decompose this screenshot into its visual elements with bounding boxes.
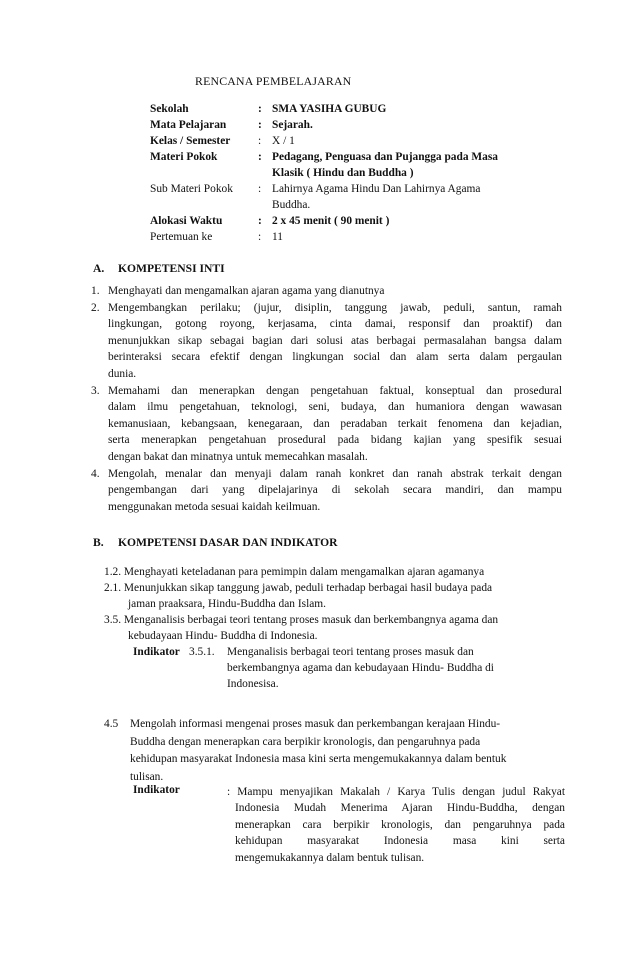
list-item: [92, 383, 562, 466]
item-line: Mengembangkan perilaku; (jujur, disiplin, tanggung jawab, peduli, santun, ramah: [108, 301, 562, 314]
indikator-line: kehidupan masyarakat Indonesia masa kini serta: [235, 835, 565, 848]
info-row-pertemuan: [150, 229, 590, 245]
item-line: dunia.: [108, 367, 137, 380]
info-value: SMA YASIHA GUBUG: [272, 103, 387, 115]
info-value: Pedagang, Penguasa dan Pujangga pada Masa: [272, 151, 498, 163]
info-row-sub-materi-cont: [150, 197, 590, 213]
item-line: dalam ilmu pengetahuan, teknologi, seni, budaya, dan humaniora dengan wawasan: [108, 401, 562, 414]
item-number: 2.: [91, 301, 100, 314]
list-item: [92, 300, 562, 383]
info-row-materi-pokok-cont: [150, 165, 590, 181]
info-label: Sekolah: [150, 103, 189, 115]
indikator-line: berkembangnya agama dan kebudayaan Hindu- Buddha di: [227, 662, 494, 674]
indikator-label: Indikator: [133, 646, 180, 658]
info-row-kelas: [150, 133, 590, 149]
document-title: RENCANA PEMBELAJARAN: [195, 74, 352, 88]
section-title: KOMPETENSI DASAR DAN INDIKATOR: [118, 536, 338, 549]
list-item: [92, 466, 562, 516]
item-line: lingkungan, gotong royong, kerjasama, cinta damai, responsif dan proaktif) dan: [108, 318, 562, 331]
info-row-sub-materi: [150, 181, 590, 197]
info-value: X / 1: [272, 135, 295, 147]
item-line: Mengolah, menalar dan menyaji dalam ranah konkret dan ranah abstrak terkait dengan: [108, 467, 562, 480]
kd-2-1: 2.1. Menunjukkan sikap tanggung jawab, peduli terhadap berbagai hasil budaya pada: [104, 582, 493, 594]
indikator-line: mengemukakannya dalam bentuk tulisan.: [235, 851, 425, 864]
info-row-mata-pelajaran: [150, 117, 590, 133]
indikator-text: [227, 644, 527, 692]
info-label: Mata Pelajaran: [150, 119, 227, 131]
info-colon: :: [258, 119, 262, 131]
item-line: Memahami dan menerapkan dengan pengetahuan faktual, konseptual dan prosedural: [108, 384, 562, 397]
kd-line: Buddha dengan menerapkan cara berpikir kronologis, dan pengaruhnya pada: [130, 735, 481, 748]
info-row-sekolah: [150, 101, 590, 117]
item-line: dengan bakat dan minatnya untuk memecahkan masalah.: [108, 450, 368, 463]
item-line: Menghayati dan mengamalkan ajaran agama yang dianutnya: [108, 285, 385, 297]
section-b-heading: [93, 536, 338, 549]
kd-3-5: 3.5. Menganalisis berbagai teori tentang proses masuk dan berkembangnya agama dan: [104, 614, 499, 626]
info-value: 11: [272, 231, 283, 243]
kd-4-5: [104, 716, 574, 786]
kd-line: Mengolah informasi mengenai proses masuk dan perkembangan kerajaan Hindu-: [130, 718, 501, 730]
indikator-line: Indonesia Mudah Menerima Ajaran Hindu-Buddha, dengan: [235, 802, 565, 815]
indikator-text: [227, 784, 565, 866]
info-table: [150, 101, 590, 245]
info-label: Materi Pokok: [150, 151, 218, 163]
section-number: B.: [93, 536, 104, 549]
indikator-line: menerapkan cara berpikir kronologis, dan pengaruhnya pada: [235, 818, 565, 831]
indikator-line: Indonesisa.: [227, 678, 279, 690]
info-colon: :: [258, 231, 262, 243]
section-title: KOMPETENSI INTI: [118, 262, 225, 275]
info-row-materi-pokok: [150, 149, 590, 165]
item-line: berinteraksi secara efektif dengan lingkungan social dan alam serta dalam pergaulan: [108, 351, 562, 364]
info-colon: :: [258, 183, 262, 195]
indikator-label: Indikator: [133, 784, 180, 796]
indikator-number: 3.5.1.: [189, 646, 215, 658]
indikator-3-5-1: [133, 644, 573, 696]
list-item: [92, 283, 562, 300]
info-label: Pertemuan ke: [150, 231, 213, 243]
kompetensi-dasar-list: [104, 564, 574, 644]
info-colon: :: [258, 103, 262, 115]
info-label: Kelas / Semester: [150, 135, 231, 147]
info-value: Lahirnya Agama Hindu Dan Lahirnya Agama: [272, 183, 481, 195]
indikator-line: Menganalisis berbagai teori tentang proses masuk dan: [227, 646, 474, 658]
kd-line: kehidupan masyarakat Indonesia masa kini serta mengemukakannya dalam bentuk: [130, 753, 507, 765]
info-colon: :: [258, 215, 262, 227]
info-value-cont: Klasik ( Hindu dan Buddha ): [272, 167, 414, 179]
info-colon: :: [258, 135, 262, 147]
info-colon: :: [258, 151, 262, 163]
item-line: serta menerapkan pengetahuan prosedural pada bidang kajian yang spesifik sesuai: [108, 434, 562, 447]
kd-number: 4.5: [104, 718, 119, 730]
item-number: 1.: [91, 285, 100, 297]
item-number: 4.: [91, 467, 100, 480]
indikator-line: : Mampu menyajikan Makalah / Karya Tulis dengan judul Rakyat: [227, 786, 565, 798]
item-line: kemanusiaan, kebangsaan, kenegaraan, dan peradaban terkait fenomena dan kejadian,: [108, 417, 562, 430]
info-value-cont: Buddha.: [272, 199, 311, 211]
kd-line: tulisan.: [130, 770, 164, 783]
kd-3-5-cont: kebudayaan Hindu- Buddha di Indonesia.: [128, 630, 318, 642]
info-row-alokasi-waktu: [150, 213, 590, 229]
section-a-heading: [93, 262, 225, 275]
section-number: A.: [93, 262, 105, 275]
item-line: menggunakan metoda sesuai kaidah keilmuan.: [108, 500, 321, 513]
kd-2-1-cont: jaman praaksara, Hindu-Buddha dan Islam.: [128, 598, 327, 610]
item-line: menunjukkan sikap sebagai bagian dari solusi atas berbagai permasalahan bangsa dalam: [108, 334, 562, 347]
info-label: Sub Materi Pokok: [150, 183, 233, 195]
info-label: Alokasi Waktu: [150, 215, 223, 227]
item-number: 3.: [91, 384, 100, 397]
kompetensi-inti-list: [92, 283, 562, 515]
info-value: Sejarah.: [272, 119, 313, 131]
info-value: 2 x 45 menit ( 90 menit ): [272, 215, 390, 227]
item-line: pengembangan dari yang dipelajarinya di sekolah secara mandiri, dan mampu: [108, 484, 562, 497]
kd-1-2: 1.2. Menghayati keteladanan para pemimpin dalam mengamalkan ajaran agamanya: [104, 566, 485, 578]
